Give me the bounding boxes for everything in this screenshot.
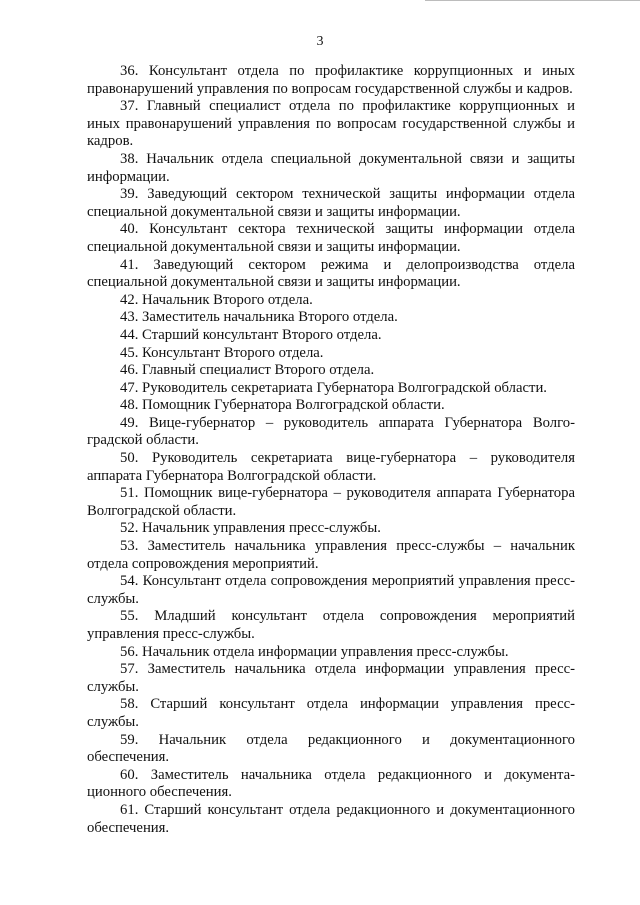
item-text: Начальник управления пресс-службы.	[142, 520, 381, 537]
list-item	[87, 98, 575, 151]
page-number: 3	[316, 34, 324, 49]
item-text: Вице-губернатор – руководитель аппарата Губернатора Волгоградской области.	[87, 414, 576, 449]
item-number: 49.	[120, 414, 139, 431]
item-number: 50.	[120, 450, 139, 467]
item-text: Заместитель начальника Второго отдела.	[142, 309, 398, 326]
item-number: 54.	[120, 573, 139, 590]
item-text: Старший консультант Второго отдела.	[142, 326, 382, 343]
item-number: 48.	[120, 397, 139, 414]
item-text: Начальник отдела специальной документальной связи и защиты информации.	[87, 150, 575, 185]
item-number: 52.	[120, 520, 139, 537]
list-item	[87, 221, 575, 256]
list-item	[87, 380, 575, 398]
list-item	[87, 767, 575, 802]
item-number: 53.	[120, 538, 139, 555]
item-text: Заместитель начальника управления пресс-службы – начальник отдела сопровождения мероприятий.	[87, 538, 575, 572]
item-number: 37.	[120, 98, 139, 115]
item-text: Главный специалист отдела по профилактике коррупционных и иных правонарушений управления по вопросам государственной службы и кадров.	[87, 98, 575, 150]
item-number: 41.	[120, 256, 139, 273]
list-item	[87, 257, 575, 292]
item-number: 36.	[120, 63, 139, 79]
item-number: 46.	[120, 362, 139, 379]
item-number: 42.	[120, 291, 139, 308]
item-text: Заведующий сектором режима и делопроизводства отдела специальной документальной связи и защиты информации.	[87, 256, 575, 291]
list-item	[87, 644, 575, 662]
list-item	[87, 661, 575, 696]
list-item	[87, 696, 575, 731]
item-number: 57.	[120, 661, 139, 678]
item-number: 39.	[120, 186, 139, 203]
item-number: 61.	[120, 801, 139, 818]
item-text: Заместитель начальника отдела редакционного и документационного обеспечения.	[87, 766, 576, 801]
item-number: 38.	[120, 150, 139, 167]
list-item	[87, 292, 575, 310]
list-item	[87, 327, 575, 345]
item-text: Консультант сектора технической защиты информации отдела специальной документальной связи и защиты информации.	[87, 221, 576, 255]
list-item	[87, 397, 575, 415]
item-text: Помощник вице-губернатора – руководителя аппарата Губернатора Волгоградской области.	[87, 485, 575, 519]
list-item	[87, 186, 575, 221]
item-number: 60.	[120, 766, 139, 783]
item-text: Начальник отдела редакционного и документационного обеспечения.	[87, 731, 576, 766]
item-text: Консультант отдела по профилактике коррупционных и иных правонарушений управления по вопросам государственной службы и кадров.	[87, 63, 576, 97]
list-item	[87, 520, 575, 538]
list-item	[87, 63, 575, 98]
list-item	[87, 485, 575, 520]
item-text: Заведующий сектором технической защиты информации отдела специальной документальной связи и защиты информации.	[87, 186, 575, 220]
item-number: 56.	[120, 643, 139, 660]
item-number: 58.	[120, 696, 139, 713]
list-item	[87, 608, 575, 643]
item-number: 59.	[120, 731, 139, 748]
item-text: Консультант отдела сопровождения мероприятий управления пресс-службы.	[87, 573, 575, 607]
item-text: Заместитель начальника отдела информации управления пресс-службы.	[87, 661, 576, 695]
item-text: Младший консультант отдела сопровождения мероприятий управления пресс-службы.	[87, 608, 576, 642]
list-item	[87, 573, 575, 608]
item-text: Главный специалист Второго отдела.	[142, 362, 375, 379]
list-item	[87, 802, 575, 837]
list-item	[87, 415, 575, 450]
item-number: 40.	[120, 221, 139, 238]
item-number: 51.	[120, 485, 139, 502]
item-number: 47.	[120, 379, 139, 396]
list-item	[87, 362, 575, 380]
item-text: Помощник Губернатора Волгоградской области.	[142, 397, 445, 414]
item-number: 55.	[120, 608, 139, 625]
top-edge-rule	[425, 0, 640, 1]
item-number: 43.	[120, 309, 139, 326]
list-item	[87, 345, 575, 363]
list-item	[87, 309, 575, 327]
item-text: Старший консультант отдела редакционного и документационного обеспечения.	[87, 801, 576, 836]
item-text: Руководитель секретариата Губернатора Волгоградской области.	[142, 379, 547, 396]
item-text: Старший консультант отдела информации управления пресс-службы.	[87, 696, 575, 730]
item-number: 44.	[120, 326, 139, 343]
list-item	[87, 732, 575, 767]
item-text: Начальник Второго отдела.	[142, 291, 313, 308]
list-item	[87, 151, 575, 186]
list-item	[87, 538, 575, 573]
item-text: Консультант Второго отдела.	[142, 344, 324, 361]
item-number: 45.	[120, 344, 139, 361]
item-text: Руководитель секретариата вице-губернатора – руководителя аппарата Губернатора Волгоградской области.	[87, 450, 575, 484]
list-item	[87, 450, 575, 485]
document-body	[87, 63, 575, 837]
item-text: Начальник отдела информации управления пресс-службы.	[142, 643, 509, 660]
